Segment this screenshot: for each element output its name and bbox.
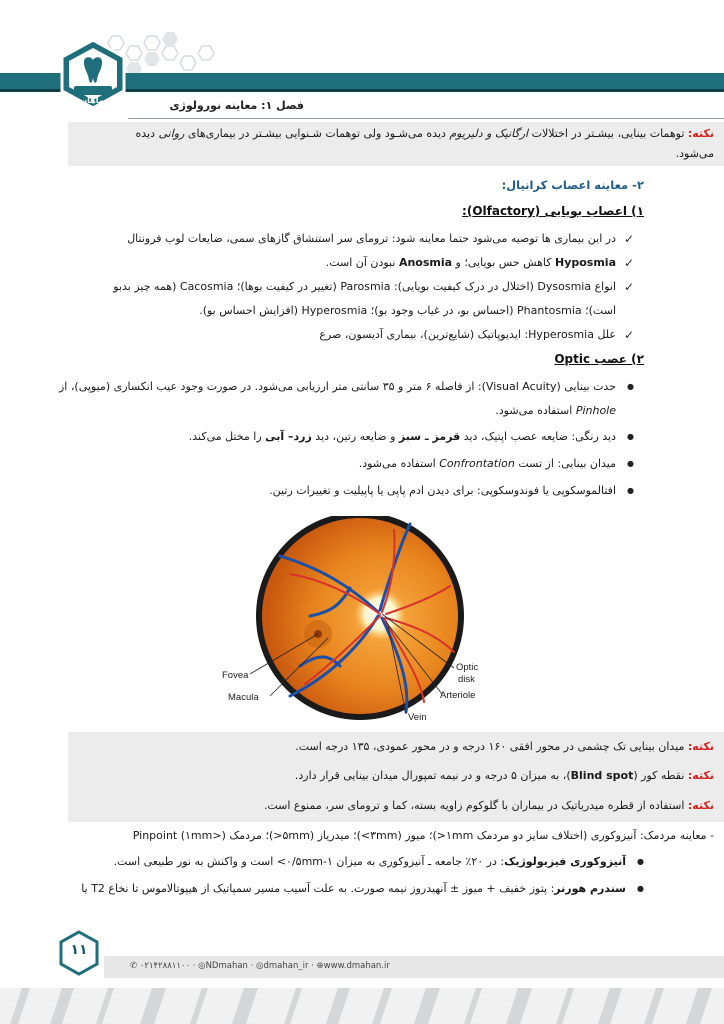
optic-disk-label-2: disk: [458, 674, 475, 685]
note-visual-field: نکته: میدان بینایی تک چشمی در محور افقی ۱۶۰ درجه و در محور عمودی، ۱۳۵ درجه است.: [295, 740, 714, 753]
chapter-title: فصل ۱: معاینه نورولوژی: [169, 99, 304, 112]
olfactory-heading: ۱) اعصاب بویایی (Olfactory):: [462, 204, 644, 218]
fovea-label: Fovea: [222, 670, 249, 681]
header-divider: [128, 118, 724, 119]
note-mydriatic: نکته: استفاده از قطره میدریاتیک در بیماران با گلوکوم زاویه بسته، کما و ترومای سر، ممنوع است.: [263, 799, 714, 812]
page-number: ۱۱: [70, 942, 88, 958]
note-label: نکته:: [687, 127, 714, 140]
fundus-figure: [210, 516, 510, 730]
note-hallucinations: [68, 122, 724, 166]
optic-item: ● حدت بینایی (Visual Acuity): از فاصله ۶ متر و ۳۵ سانتی متر ارزیابی می‌شود. در صورت وجود عیب انکساری (میوپی)، از: [59, 378, 616, 396]
footer-contact: ✆ ۰۲۱۴۲۸۸۱۱۰۰ · ◎NDmahan · ◎dmahan_ir · ⊕www.dmahan.ir: [130, 961, 390, 971]
note-blind-spot: نکته: نقطه کور (Blind spot)، به میزان ۵ درجه و در نیمه تمپورال میدان بینایی قرار دارد.: [294, 769, 714, 782]
pupil-item: ● سندرم هورنر: پتوز خفیف + میوز ± آنهیدروز نیمه صورت. به علت آسیب مسیر سمپاتیک از هیپوتالاموس تا نخاع T2 یا: [81, 880, 626, 898]
optic-item: ● میدان بینایی: از تست Confrontation استفاده می‌شود.: [359, 455, 616, 473]
logo-text: ماهان: [80, 96, 104, 105]
optic-item: ● افتالموسکوپی یا فوندوسکوپی: برای دیدن ادم پاپی یا پاپیلیت و تغییرات رتین.: [269, 482, 616, 500]
olfactory-item: ✓ در این بیماری ها توصیه می‌شود حتما معاینه شود: ترومای سر استنشاق گازهای سمی، ضایعات لوب فرونتال: [127, 230, 616, 248]
optic-heading: ۲) عصب Optic: [554, 352, 644, 366]
arteriole-label: Arteriole: [440, 690, 476, 701]
olfactory-item: ✓ علل Hyperosmia: ایدیوپاتیک (شایع‌ترین)، بیماری آدیسون، صرع: [319, 326, 616, 344]
footer-decoration: [0, 988, 724, 1024]
note-line-1: نکته: توهمات بینایی، بیشـتر در اختلالات ارگانیک و دلیریوم دیده می‌شـود ولی توهمات شـنوایی بیشـتر در بیماری‌های روانی دیده: [135, 127, 714, 140]
page-header: [0, 0, 724, 118]
note-line-2: می‌شود.: [675, 147, 714, 160]
section-cranial-nerves: ۲- معاینه اعصاب کرانیال:: [501, 178, 644, 192]
olfactory-item: ✓ Hyposmia کاهش حس بویایی؛ و Anosmia نبودن آن است.: [326, 254, 616, 272]
vein-label: Vein: [408, 712, 427, 723]
olfactory-item-continued: است)؛ Phantosmia (احساس بو، در غیاب وجود بو)؛ Hyperosmia (افزایش احساس بو).: [199, 304, 616, 317]
macula-label: Macula: [228, 692, 259, 703]
olfactory-item: ✓ انواع Dysosmia (اختلال در درک کیفیت بویایی): Parosmia (تغییر در کیفیت بوها)؛ Cacosmia (همه چیز بدبو: [113, 278, 616, 296]
optic-item: ● دید رنگی: ضایعه عصب اپتیک، دید قرمز ـ سبز و ضایعه رتین، دید زرد– آبی را مختل می‌کند.: [189, 428, 616, 446]
optic-item-continued: Pinhole استفاده می‌شود.: [495, 404, 616, 417]
pupil-item: ● آنیزوکوری فیزیولوژیک: در ۲۰٪ جامعه ـ آنیزوکوری به میزان ۱-۰/۵mm> است و واکنش به نور طبیعی است.: [114, 853, 626, 871]
pupil-exam-line: - معاینه مردمک: آنیزوکوری (اختلاف سایز دو مردمک ۱mm<)؛ میوز (۳mm>)؛ میدریاز (۵mm<)؛ مردمک Pinpoint (۱mm>): [132, 829, 714, 842]
optic-disk-label-1: Optic: [456, 662, 479, 673]
